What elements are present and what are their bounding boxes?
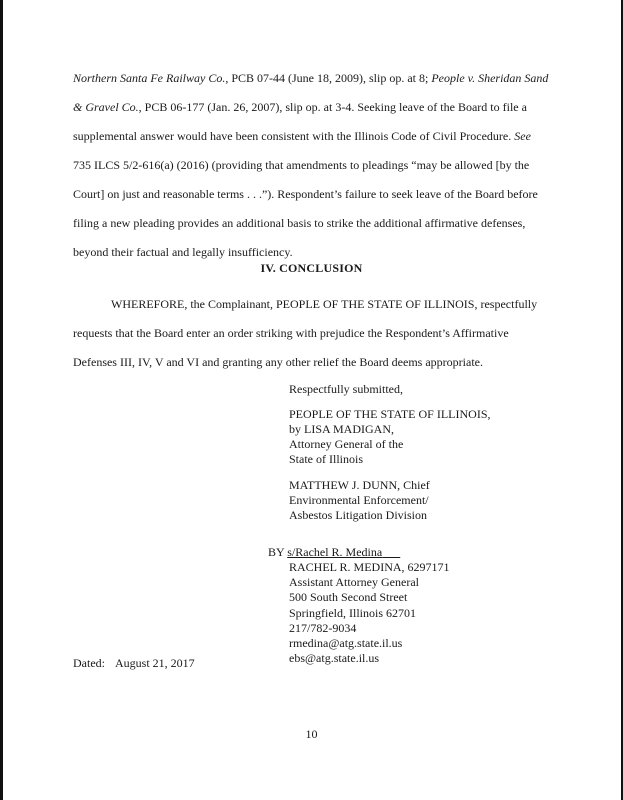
closing-text: Respectfully submitted, (289, 382, 403, 396)
paragraph-line: filing a new pleading provides an additional basis to strike the additional affirmative defenses, (73, 216, 526, 230)
paragraph-line: & Gravel Co., PCB 06-177 (Jan. 26, 2007), slip op. at 3-4. Seeking leave of the Board to file a (73, 100, 527, 114)
paragraph-line: WHEREFORE, the Complainant, PEOPLE OF THE STATE OF ILLINOIS, respectfully (111, 297, 538, 311)
case-citation: Northern Santa Fe Railway Co. (73, 71, 226, 85)
attorney-contact-block: RACHEL R. MEDINA, 6297171 Assistant Attorney General 500 South Second Street Springfield, Illinois 62701 217/782-9034 rmedina@atg.state.il.us ebs@atg.state.il.us (289, 560, 450, 666)
email-address: rmedina@atg.state.il.us (289, 636, 403, 651)
paragraph-continuation (73, 64, 547, 267)
section-heading: IV. CONCLUSION (260, 261, 363, 275)
paragraph-line: supplemental answer would have been consistent with the Illinois Code of Civil Procedure. See (73, 129, 531, 143)
paragraph-line: Court] on just and reasonable terms . . .”). Respondent’s failure to seek leave of the Board before (73, 187, 538, 201)
signature-line: BY s/Rachel R. Medina (268, 545, 383, 559)
paragraph-line: requests that the Board enter an order striking with prejudice the Respondent’s Affirmative (73, 326, 509, 340)
email-address: ebs@atg.state.il.us (289, 651, 380, 666)
division-block: MATTHEW J. DUNN, Chief Environmental Enforcement/ Asbestos Litigation Division (289, 478, 430, 522)
paragraph-line: beyond their factual and legally insufficiency. (73, 245, 293, 259)
case-citation: & Gravel Co. (73, 100, 139, 114)
scan-edge-left (0, 0, 3, 800)
party-block: PEOPLE OF THE STATE OF ILLINOIS, by LISA MADIGAN, Attorney General of the State of Illinois (289, 407, 491, 466)
electronic-signature: s/Rachel R. Medina (287, 545, 383, 559)
paragraph-line: 735 ILCS 5/2-616(a) (2016) (providing that amendments to pleadings “may be allowed [by the (73, 158, 530, 172)
signal-see: See (514, 129, 531, 143)
conclusion-paragraph (73, 290, 547, 377)
paragraph-line: Northern Santa Fe Railway Co., PCB 07-44 (June 18, 2009), slip op. at 8; People v. Sheridan Sand (73, 71, 549, 85)
date-line: Dated: August 21, 2017 (73, 656, 195, 670)
paragraph-line: Defenses III, IV, V and VI and granting any other relief the Board deems appropriate. (73, 355, 483, 369)
page-number: 10 (305, 727, 318, 741)
case-citation: People v. Sheridan Sand (431, 71, 549, 85)
